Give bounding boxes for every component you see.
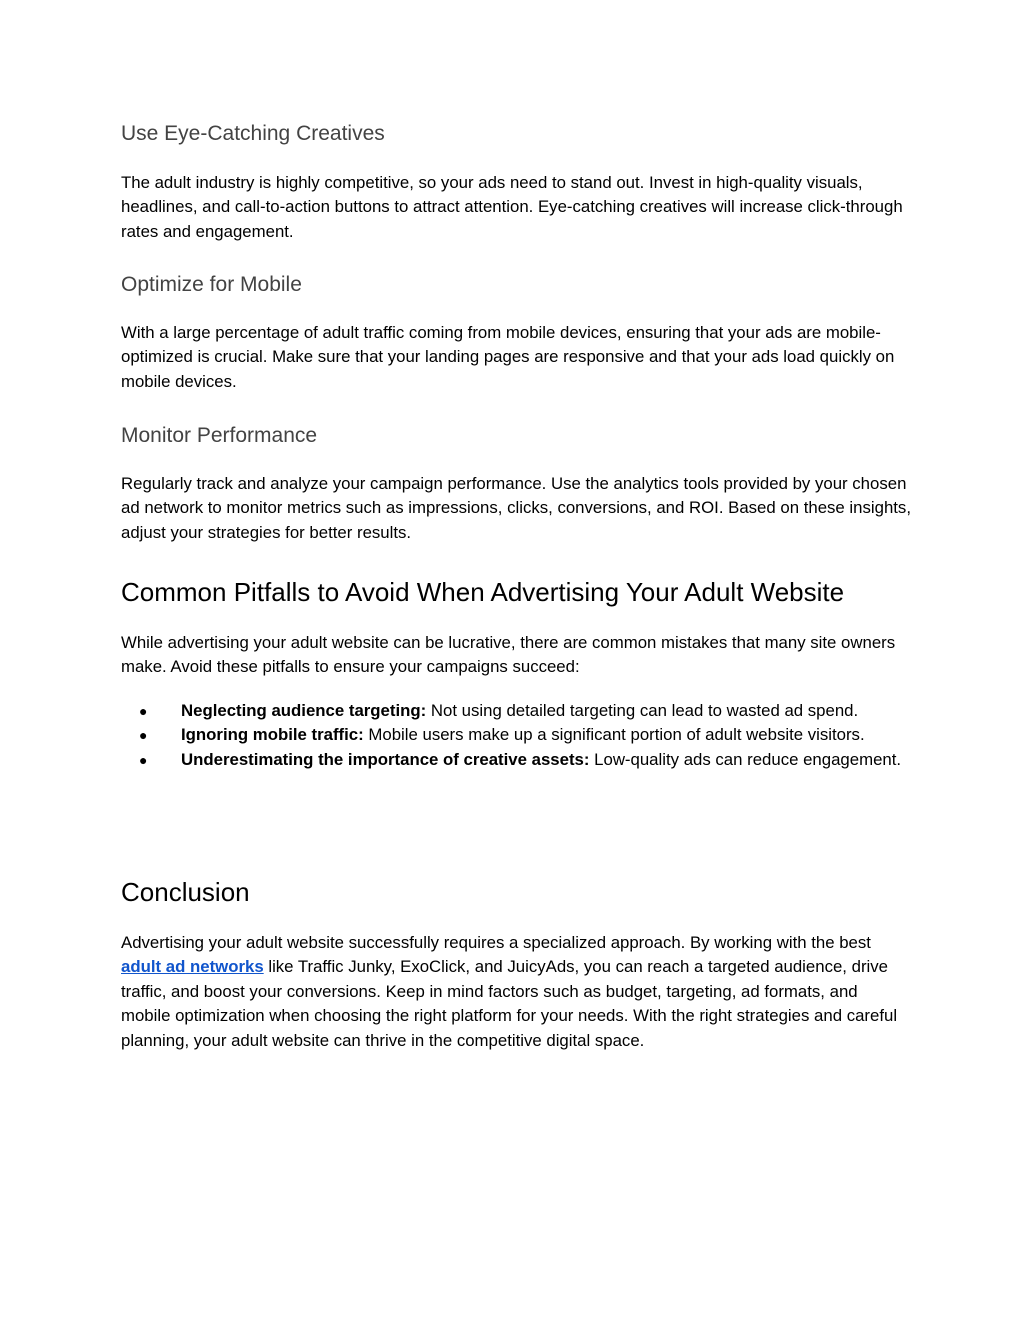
bullet-icon: ● — [139, 751, 148, 768]
paragraph-pitfalls-intro: While advertising your adult website can be lucrative, there are common mistakes that many site owners make. Avoid these pitfalls to ensure your campaigns succeed: — [121, 633, 896, 677]
list-item-term: Underestimating the importance of creative assets: — [181, 749, 590, 769]
paragraph-conclusion — [121, 931, 911, 1053]
conclusion-text-end: like Traffic Junky, ExoClick, and JuicyAds, you can reach a targeted audience, drive traffic, and boost your conversions. Keep in mind factors such as budget, targeting, ad formats, and mobile optimization when choosing the right platform for your needs. With the right strategies and careful planning, your adult website can thrive in the competitive digital space. — [121, 957, 898, 1050]
pitfalls-list — [121, 699, 911, 772]
paragraph-eye-catching-creatives: The adult industry is highly competitive, so your ads need to stand out. Invest in high-quality visuals, headlines, and call-to-action buttons to attract attention. Eye-catching creatives will increase click-through rates and engagement. — [121, 173, 903, 241]
heading-eye-catching-creatives: Use Eye-Catching Creatives — [121, 122, 385, 145]
list-item-text: Low-quality ads can reduce engagement. — [589, 749, 902, 769]
list-item — [121, 723, 911, 747]
paragraph-optimize-mobile: With a large percentage of adult traffic coming from mobile devices, ensuring that your ads are mobile-optimized is crucial. Make sure that your landing pages are responsive and that your ads load quickly on mobile devices. — [121, 323, 895, 391]
list-item-text: Mobile users make up a significant portion of adult website visitors. — [363, 725, 865, 745]
list-item-term: Neglecting audience targeting: — [181, 701, 427, 720]
heading-monitor-performance: Monitor Performance — [121, 424, 318, 447]
paragraph-monitor-performance: Regularly track and analyze your campaign performance. Use the analytics tools provided by your chosen ad network to monitor metrics such as impressions, clicks, conversions, and ROI. Based on these insights, adjust your strategies for better results. — [121, 474, 911, 542]
heading-conclusion: Conclusion — [121, 877, 250, 907]
heading-common-pitfalls: Common Pitfalls to Avoid When Advertising Your Adult Website — [121, 577, 845, 607]
list-item-text: Not using detailed targeting can lead to wasted ad spend. — [426, 701, 859, 720]
adult-ad-networks-link[interactable]: adult ad networks — [121, 957, 264, 977]
list-item — [121, 699, 911, 723]
bullet-icon: ● — [139, 703, 148, 719]
conclusion-text-start: Advertising your adult website successfully requires a specialized approach. By working with the best — [121, 933, 871, 952]
list-item — [121, 748, 911, 772]
bullet-icon: ● — [139, 727, 148, 744]
heading-optimize-mobile: Optimize for Mobile — [121, 273, 302, 296]
list-item-term: Ignoring mobile traffic: — [181, 725, 364, 745]
